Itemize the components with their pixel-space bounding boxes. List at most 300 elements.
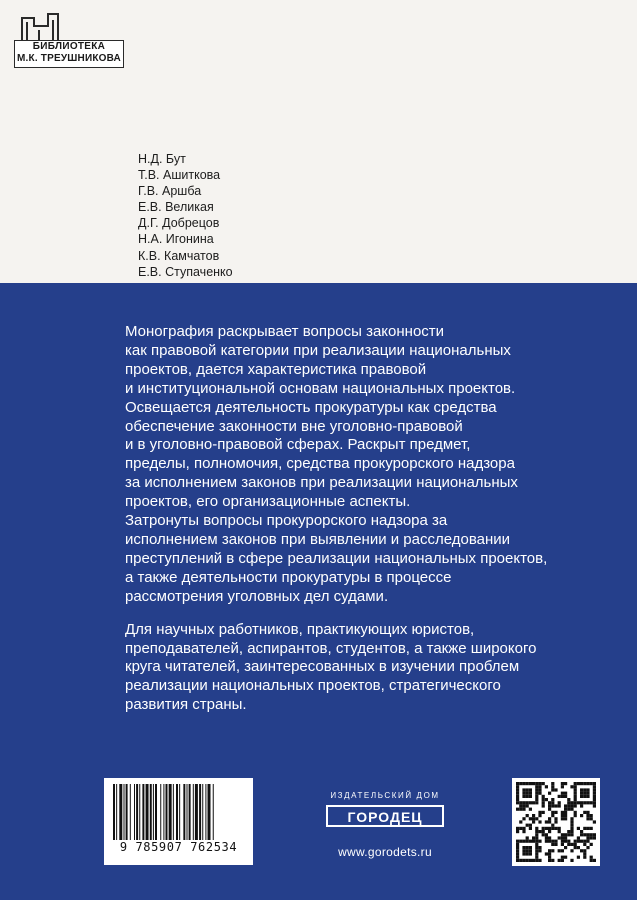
barcode-bar: [113, 784, 115, 840]
publisher-block: [316, 791, 454, 859]
qr-module: [532, 801, 535, 804]
qr-module: [516, 846, 519, 849]
qr-module: [551, 824, 554, 827]
qr-module: [580, 830, 583, 833]
qr-module: [535, 788, 538, 791]
isbn-number: 9 785907 762534: [119, 840, 238, 854]
qr-module: [583, 827, 586, 830]
qr-module: [551, 849, 554, 852]
qr-module: [522, 801, 525, 804]
qr-module: [558, 830, 561, 833]
qr-module: [548, 852, 551, 855]
qr-module: [577, 846, 580, 849]
qr-module: [538, 859, 541, 862]
qr-module: [561, 795, 564, 798]
barcode-bar: [195, 784, 198, 840]
qr-module: [586, 836, 589, 839]
qr-module: [538, 788, 541, 791]
qr-module: [535, 827, 538, 830]
qr-module: [561, 811, 564, 814]
qr-module: [532, 817, 535, 820]
qr-module: [554, 840, 557, 843]
qr-module: [522, 817, 525, 820]
qr-module: [538, 785, 541, 788]
qr-module: [574, 795, 577, 798]
qr-module: [567, 830, 570, 833]
abstract: [125, 323, 595, 715]
qr-module: [516, 830, 519, 833]
qr-module: [538, 846, 541, 849]
abstract-line: преподавателей, аспирантов, студентов, а также широкого: [125, 639, 537, 657]
qr-module: [580, 795, 583, 798]
qr-module: [526, 804, 529, 807]
qr-module: [561, 782, 564, 785]
qr-module: [545, 852, 548, 855]
qr-module: [583, 856, 586, 859]
qr-module: [586, 792, 589, 795]
qr-module: [526, 788, 529, 791]
qr-module: [519, 820, 522, 823]
qr-module: [532, 814, 535, 817]
qr-module: [535, 833, 538, 836]
author-item: Т.В. Ашиткова: [138, 168, 221, 183]
barcode-bar: [130, 784, 131, 840]
qr-module: [545, 836, 548, 839]
barcode-bar: [146, 784, 149, 840]
qr-module: [522, 859, 525, 862]
author-item: Н.Д. Бут: [138, 152, 186, 166]
qr-module: [558, 859, 561, 862]
qr-module: [535, 817, 538, 820]
qr-module: [535, 801, 538, 804]
qr-module: [529, 846, 532, 849]
qr-module: [554, 817, 557, 820]
qr-module: [558, 849, 561, 852]
qr-module: [554, 811, 557, 814]
barcode-bar: [179, 784, 180, 840]
abstract-line: пределы, полномочия, средства прокурорского надзора: [125, 455, 515, 473]
qr-module: [516, 801, 519, 804]
qr-module: [522, 830, 525, 833]
qr-module: [561, 843, 564, 846]
qr-module: [516, 808, 519, 811]
qr-module: [570, 817, 573, 820]
qr-module: [538, 849, 541, 852]
qr-module: [532, 840, 535, 843]
qr-module: [558, 836, 561, 839]
qr-module: [542, 830, 545, 833]
qr-module: [570, 801, 573, 804]
qr-module: [526, 859, 529, 862]
qr-module: [542, 804, 545, 807]
qr-module: [564, 814, 567, 817]
qr-module: [526, 792, 529, 795]
qr-module: [529, 859, 532, 862]
abstract-line: обеспечение законности вне уголовно-правовой: [125, 417, 463, 435]
qr-module: [583, 811, 586, 814]
qr-module: [564, 804, 567, 807]
abstract-line: за исполнением законов при реализации национальных: [125, 474, 518, 492]
qr-module: [574, 843, 577, 846]
qr-module: [564, 833, 567, 836]
barcode-bar: [119, 784, 122, 840]
qr-module: [593, 859, 596, 862]
qr-module: [526, 795, 529, 798]
qr-module: [574, 811, 577, 814]
qr-module: [593, 788, 596, 791]
qr-module: [551, 814, 554, 817]
qr-module: [590, 836, 593, 839]
qr-module: [570, 827, 573, 830]
qr-module: [529, 817, 532, 820]
abstract-line: Освещается деятельность прокуратуры как средства: [125, 398, 497, 416]
qr-module: [574, 814, 577, 817]
qr-module: [586, 788, 589, 791]
qr-module: [564, 846, 567, 849]
qr-module: [561, 785, 564, 788]
qr-module: [574, 798, 577, 801]
publisher-url[interactable]: www.gorodets.ru: [338, 845, 432, 859]
qr-module: [545, 833, 548, 836]
qr-module: [583, 795, 586, 798]
qr-code-icon: [512, 778, 600, 866]
qr-module: [564, 795, 567, 798]
qr-module: [548, 817, 551, 820]
qr-module: [586, 795, 589, 798]
qr-module: [570, 820, 573, 823]
qr-module: [538, 814, 541, 817]
author-item: Е.В. Ступаченко: [138, 264, 233, 279]
qr-module: [548, 859, 551, 862]
qr-module: [570, 849, 573, 852]
barcode-bar: [163, 784, 164, 840]
qr-module: [522, 792, 525, 795]
barcode-bar: [176, 784, 178, 840]
barcode-bar: [160, 784, 161, 840]
qr-module: [590, 856, 593, 859]
qr-module: [526, 814, 529, 817]
qr-module: [577, 827, 580, 830]
barcode-bar: [205, 784, 206, 840]
qr-module: [522, 849, 525, 852]
qr-module: [554, 788, 557, 791]
abstract-line: Затронуты вопросы прокурорского надзора за: [125, 512, 448, 530]
abstract-line: рассмотрения уголовных дел судами.: [125, 587, 389, 605]
qr-module: [529, 840, 532, 843]
qr-module: [580, 840, 583, 843]
qr-module: [529, 824, 532, 827]
qr-module: [542, 782, 545, 785]
qr-module: [548, 827, 551, 830]
abstract-line: круга читателей, заинтересованных в изучении проблем: [125, 658, 520, 676]
qr-module: [538, 840, 541, 843]
qr-module: [567, 801, 570, 804]
qr-module: [586, 840, 589, 843]
qr-module: [529, 782, 532, 785]
barcode-bar: [124, 784, 125, 840]
qr-module: [551, 840, 554, 843]
barcode-bar: [136, 784, 138, 840]
qr-module: [548, 792, 551, 795]
qr-module: [558, 795, 561, 798]
qr-module: [545, 827, 548, 830]
qr-module: [561, 836, 564, 839]
barcode-bar: [199, 784, 201, 840]
barcode-bar: [193, 784, 194, 840]
qr-module: [574, 840, 577, 843]
qr-module: [593, 804, 596, 807]
qr-module: [593, 820, 596, 823]
qr-module: [529, 849, 532, 852]
barcode-bar: [126, 784, 128, 840]
abstract-line: проектов, его организационные аспекты.: [125, 493, 411, 511]
qr-module: [583, 840, 586, 843]
abstract-paragraph-1: [125, 323, 595, 607]
qr-module: [551, 785, 554, 788]
barcode-bar: [166, 784, 168, 840]
qr-module: [586, 833, 589, 836]
qr-module: [580, 833, 583, 836]
qr-module: [574, 801, 577, 804]
qr-module: [522, 782, 525, 785]
qr-module: [564, 840, 567, 843]
abstract-line: а также деятельности прокуратуры в процессе: [125, 568, 452, 586]
qr-module: [567, 798, 570, 801]
qr-module: [583, 849, 586, 852]
qr-module: [529, 801, 532, 804]
qr-module: [564, 856, 567, 859]
qr-module: [551, 788, 554, 791]
abstract-line: Монография раскрывает вопросы законности: [125, 323, 445, 340]
qr-module: [545, 840, 548, 843]
qr-module: [535, 852, 538, 855]
qr-module: [529, 852, 532, 855]
qr-module: [532, 782, 535, 785]
qr-module: [593, 833, 596, 836]
qr-code[interactable]: [512, 778, 600, 866]
qr-module: [551, 827, 554, 830]
qr-module: [538, 830, 541, 833]
qr-module: [532, 859, 535, 862]
qr-module: [551, 798, 554, 801]
qr-module: [535, 782, 538, 785]
abstract-line: и институциональной основам национальных проектов.: [125, 379, 516, 397]
abstract-line: как правовой категории при реализации национальных: [125, 341, 511, 359]
abstract-line: преступлений в сфере реализации национальных проектов,: [125, 549, 548, 567]
qr-module: [570, 833, 573, 836]
qr-module: [535, 798, 538, 801]
qr-module: [593, 836, 596, 839]
qr-module: [519, 827, 522, 830]
qr-module: [570, 808, 573, 811]
qr-module: [583, 801, 586, 804]
barcode-bar: [202, 784, 203, 840]
qr-module: [586, 782, 589, 785]
qr-module: [519, 782, 522, 785]
qr-module: [580, 849, 583, 852]
qr-module: [516, 840, 519, 843]
qr-module: [526, 852, 529, 855]
author-item: К.В. Камчатов: [138, 248, 220, 263]
qr-module: [590, 817, 593, 820]
qr-module: [590, 827, 593, 830]
qr-module: [548, 820, 551, 823]
qr-module: [535, 846, 538, 849]
qr-module: [526, 801, 529, 804]
qr-module: [516, 795, 519, 798]
qr-module: [577, 782, 580, 785]
qr-module: [516, 852, 519, 855]
qr-module: [561, 817, 564, 820]
qr-module: [529, 808, 532, 811]
qr-module: [561, 833, 564, 836]
qr-module: [522, 808, 525, 811]
qr-module: [590, 859, 593, 862]
qr-module: [542, 811, 545, 814]
qr-module: [535, 785, 538, 788]
barcode-bar: [134, 784, 135, 840]
qr-module: [580, 804, 583, 807]
qr-module: [567, 808, 570, 811]
qr-module: [529, 795, 532, 798]
qr-module: [551, 811, 554, 814]
qr-module: [545, 785, 548, 788]
author-item: Е.В. Великая: [138, 200, 214, 215]
qr-module: [548, 804, 551, 807]
qr-module: [516, 856, 519, 859]
qr-module: [516, 788, 519, 791]
qr-module: [538, 782, 541, 785]
qr-module: [554, 843, 557, 846]
qr-module: [526, 836, 529, 839]
qr-module: [526, 840, 529, 843]
qr-module: [516, 843, 519, 846]
qr-module: [529, 827, 532, 830]
qr-module: [522, 840, 525, 843]
qr-module: [564, 836, 567, 839]
qr-module: [586, 814, 589, 817]
barcode-bar: [183, 784, 185, 840]
library-building-icon: [14, 12, 126, 42]
abstract-line: развития страны.: [125, 696, 247, 714]
abstract-line: проектов, дается характеристика правовой: [125, 360, 427, 378]
qr-module: [529, 788, 532, 791]
abstract-line: исполнением законов при выявлении и расследовании: [125, 530, 511, 548]
qr-module: [583, 852, 586, 855]
qr-module: [564, 792, 567, 795]
qr-module: [574, 846, 577, 849]
qr-module: [516, 792, 519, 795]
qr-module: [516, 827, 519, 830]
qr-module: [542, 833, 545, 836]
qr-module: [516, 849, 519, 852]
qr-module: [548, 830, 551, 833]
qr-module: [519, 859, 522, 862]
qr-module: [535, 836, 538, 839]
qr-module: [532, 836, 535, 839]
qr-module: [519, 801, 522, 804]
qr-module: [538, 820, 541, 823]
qr-module: [535, 849, 538, 852]
qr-module: [590, 782, 593, 785]
qr-module: [526, 846, 529, 849]
qr-module: [593, 801, 596, 804]
barcode-bar: [213, 784, 214, 840]
qr-module: [551, 782, 554, 785]
qr-module: [522, 795, 525, 798]
qr-module: [593, 785, 596, 788]
qr-module: [590, 843, 593, 846]
qr-module: [577, 856, 580, 859]
qr-module: [561, 840, 564, 843]
qr-module: [548, 836, 551, 839]
qr-module: [586, 811, 589, 814]
qr-module: [554, 827, 557, 830]
qr-module: [558, 804, 561, 807]
qr-module: [522, 852, 525, 855]
qr-module: [558, 801, 561, 804]
qr-module: [574, 804, 577, 807]
qr-module: [593, 798, 596, 801]
qr-module: [542, 827, 545, 830]
qr-module: [535, 856, 538, 859]
qr-module: [535, 830, 538, 833]
qr-module: [561, 856, 564, 859]
barcode-bar: [169, 784, 172, 840]
qr-module: [577, 840, 580, 843]
qr-module: [593, 792, 596, 795]
qr-module: [570, 824, 573, 827]
qr-module: [561, 859, 564, 862]
barcode-bar: [155, 784, 157, 840]
qr-module: [526, 849, 529, 852]
qr-module: [551, 804, 554, 807]
qr-module: [574, 792, 577, 795]
qr-module: [554, 820, 557, 823]
barcode-bars: [113, 784, 244, 840]
library-logo-line2: М.К. ТРЕУШНИКОВА: [17, 53, 121, 64]
qr-module: [567, 843, 570, 846]
qr-module: [535, 859, 538, 862]
qr-module: [516, 782, 519, 785]
qr-module: [586, 827, 589, 830]
qr-module: [538, 792, 541, 795]
qr-module: [583, 792, 586, 795]
abstract-line: и в уголовно-правовой сферах. Раскрыт предмет,: [125, 436, 471, 454]
qr-module: [519, 840, 522, 843]
qr-module: [526, 824, 529, 827]
qr-module: [570, 843, 573, 846]
qr-module: [542, 801, 545, 804]
qr-module: [519, 804, 522, 807]
qr-module: [535, 795, 538, 798]
qr-module: [570, 830, 573, 833]
qr-module: [577, 836, 580, 839]
qr-module: [535, 792, 538, 795]
qr-module: [558, 827, 561, 830]
qr-module: [574, 785, 577, 788]
qr-module: [545, 820, 548, 823]
qr-module: [570, 804, 573, 807]
qr-module: [561, 849, 564, 852]
qr-module: [551, 859, 554, 862]
qr-module: [516, 785, 519, 788]
qr-module: [570, 859, 573, 862]
qr-module: [586, 817, 589, 820]
author-item: Г.В. Аршба: [138, 184, 202, 199]
qr-module: [586, 846, 589, 849]
qr-module: [574, 782, 577, 785]
